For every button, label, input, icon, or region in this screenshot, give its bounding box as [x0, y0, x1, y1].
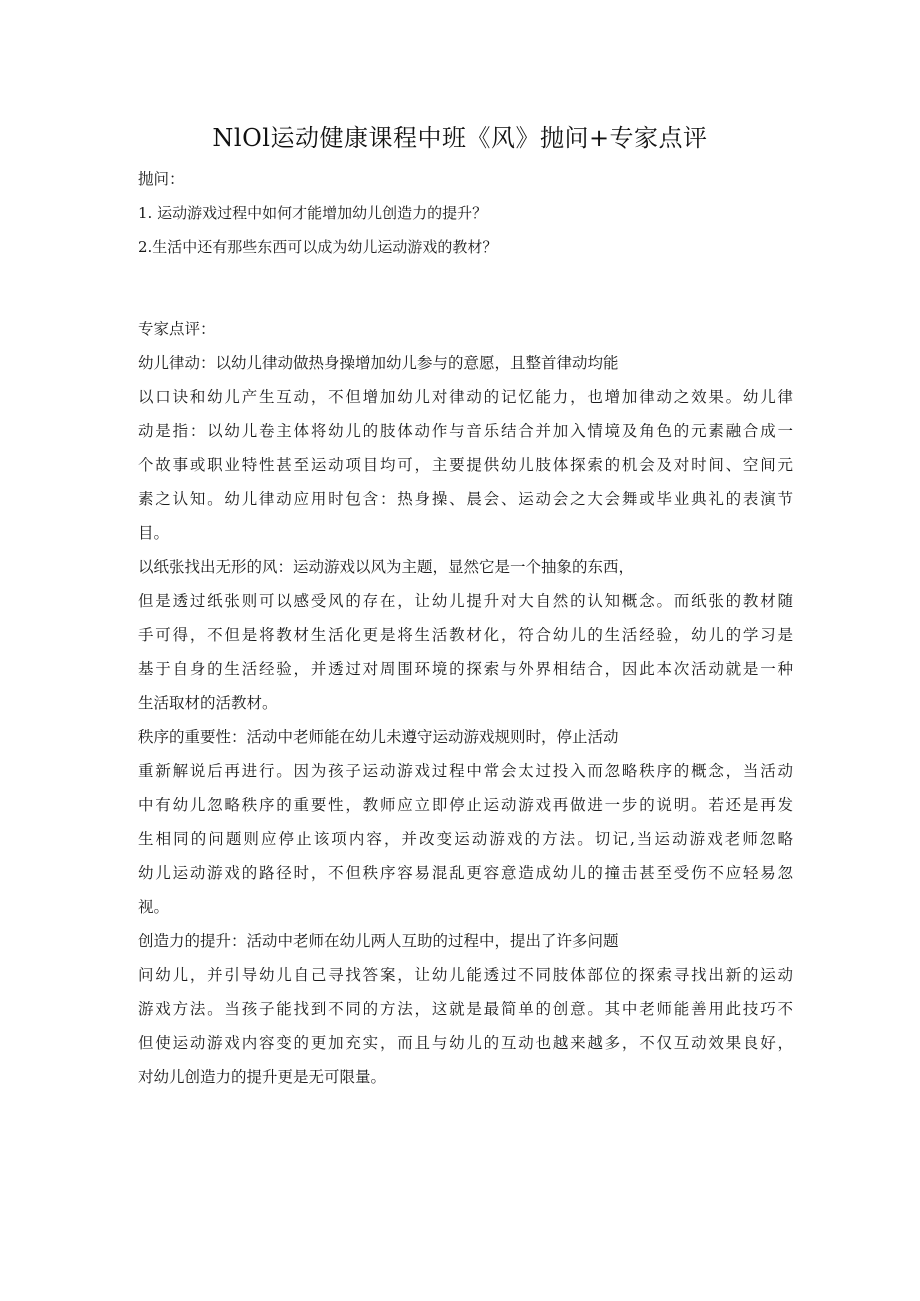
document-body [138, 162, 793, 1094]
section-1-line: 个故事或职业特性甚至运动项目均可，主要提供幼儿肢体探索的机会及对时间、空间元 [138, 456, 793, 474]
section-1-line: 素之认知。幼儿律动应用时包含：热身操、晨会、运动会之大会舞或毕业典礼的表演节 [138, 490, 793, 508]
section-spacer [138, 264, 793, 312]
section-1-lead: 幼儿律动：以幼儿律动做热身操增加幼儿参与的意愿，且整首律动均能 [138, 354, 619, 372]
section-1-line: 目。 [138, 524, 170, 542]
section-4-lead: 创造力的提升：活动中老师在幼儿两人互助的过程中，提出了许多问题 [138, 932, 619, 950]
section-2-line: 基于自身的生活经验，并透过对周围环境的探索与外界相结合，因此本次活动就是一种 [138, 660, 793, 678]
section-2-line: 手可得，不但是将教材生活化更是将生活教材化，符合幼儿的生活经验，幼儿的学习是 [138, 626, 793, 644]
section-3-lead: 秩序的重要性：活动中老师能在幼儿未遵守运动游戏规则时，停止活动 [138, 728, 619, 746]
section-3-line: 视。 [138, 898, 170, 916]
section-4-line: 对幼儿创造力的提升更是无可限量。 [138, 1068, 387, 1086]
section-2-line: 但是透过纸张则可以感受风的存在，让幼儿提升对大自然的认知概念。而纸张的教材随 [138, 592, 793, 610]
section-3-line: 重新解说后再进行。因为孩子运动游戏过程中常会太过投入而忽略秩序的概念，当活动 [138, 762, 793, 780]
question-item-2: 2.生活中还有那些东西可以成为幼儿运动游戏的教材？ [138, 238, 498, 256]
question-item-1: 1. 运动游戏过程中如何才能增加幼儿创造力的提升？ [138, 204, 488, 222]
document-title: NlOl运动健康课程中班《风》抛问+专家点评 [212, 124, 708, 152]
section-3-line: 中有幼儿忽略秩序的重要性，教师应立即停止运动游戏再做进一步的说明。若还是再发 [138, 796, 793, 814]
section-4-line: 游戏方法。当孩子能找到不同的方法，这就是最简单的创意。其中老师能善用此技巧不 [138, 1000, 793, 1018]
section-1-line: 动是指：以幼儿卷主体将幼儿的肢体动作与音乐结合并加入情境及角色的元素融合成一 [138, 422, 793, 440]
section-3-line: 生相同的问题则应停止该项内容，并改变运动游戏的方法。切记,当运动游戏老师忽略 [138, 830, 793, 848]
questions-heading: 抛问： [138, 170, 185, 188]
section-1-line: 以口诀和幼儿产生互动，不但增加幼儿对律动的记忆能力，也增加律动之效果。幼儿律 [138, 388, 793, 406]
section-4-line: 问幼儿，并引导幼儿自己寻找答案，让幼儿能透过不同肢体部位的探索寻找出新的运动 [138, 966, 793, 984]
section-2-lead: 以纸张找出无形的风：运动游戏以风为主题，显然它是一个抽象的东西， [138, 558, 635, 576]
section-4-line: 但使运动游戏内容变的更加充实，而且与幼儿的互动也越来越多，不仅互动效果良好， [138, 1034, 793, 1052]
section-2-line: 生活取材的活教材。 [138, 694, 278, 712]
section-3-line: 幼儿运动游戏的路径时，不但秩序容易混乱更容意造成幼儿的撞击甚至受伤不应轻易忽 [138, 864, 793, 882]
review-heading: 专家点评： [138, 320, 216, 338]
